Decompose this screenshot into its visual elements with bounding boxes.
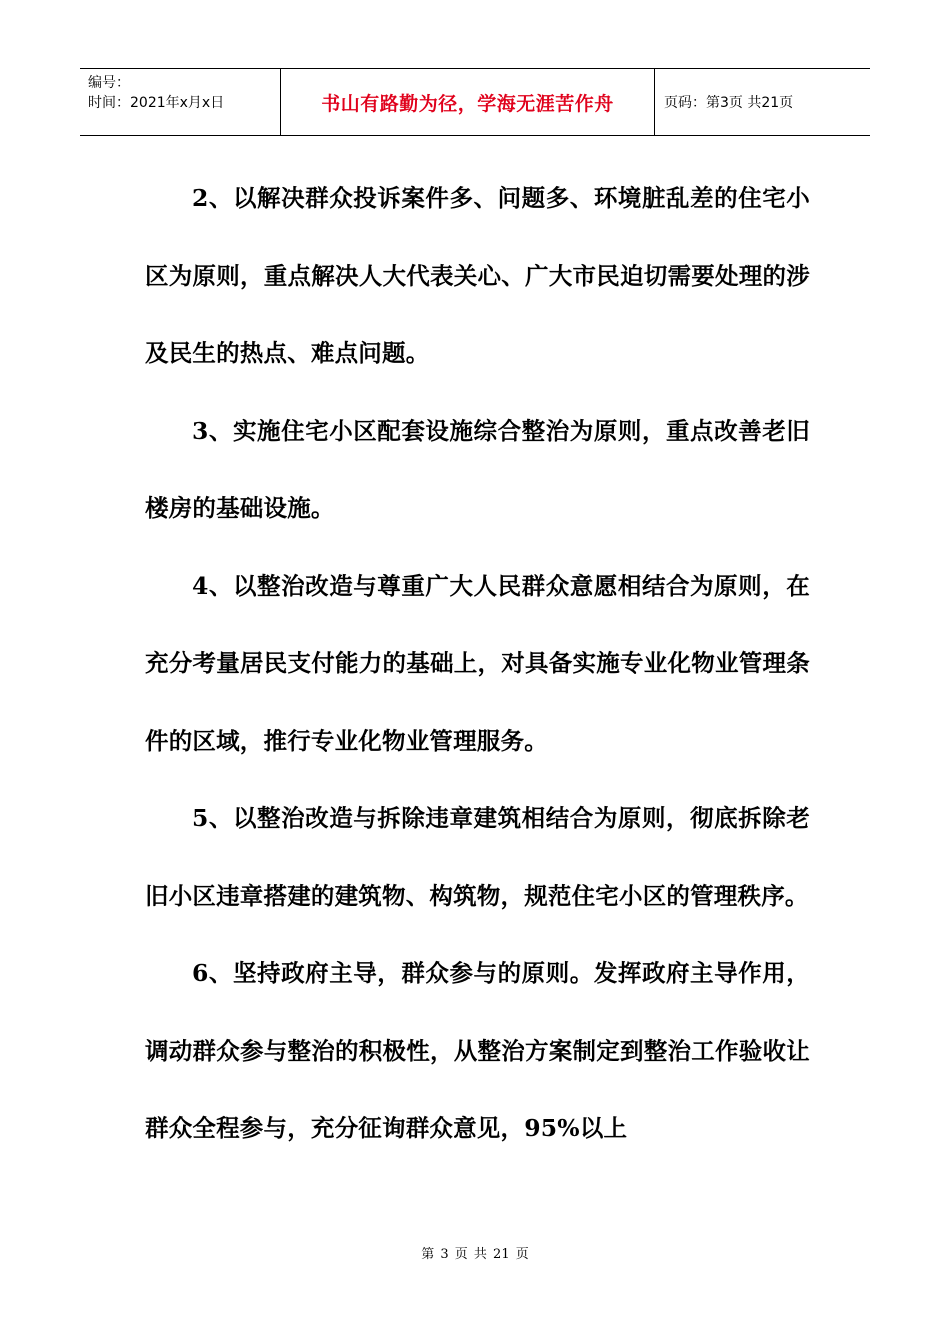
document-date: 时间：2021年x月x日	[88, 95, 225, 111]
paragraph-3: 3、实施住宅小区配套设施综合整治为原则，重点改善老旧楼房的基础设施。	[145, 416, 810, 522]
document-number-label: 编号：	[88, 75, 130, 91]
paragraph-6: 6、坚持政府主导，群众参与的原则。发挥政府主导作用，调动群众参与整治的积极性，从整治方案制定到整治工作验收让群众全程参与，充分征询群众意见，95%以上	[145, 959, 810, 1142]
page-header	[80, 68, 870, 136]
header-divider	[654, 69, 655, 136]
header-motto: 书山有路勤为径，学海无涯苦作舟	[321, 93, 614, 115]
paragraph-2: 2、以解决群众投诉案件多、问题多、环境脏乱差的住宅小区为原则，重点解决人大代表关心、广大市民迫切需要处理的涉及民生的热点、难点问题。	[145, 184, 810, 367]
header-page-info: 页码：第3页 共21页	[664, 95, 794, 111]
header-meta	[88, 73, 288, 113]
paragraph-5: 5、以整治改造与拆除违章建筑相结合为原则，彻底拆除老旧小区违章搭建的建筑物、构筑物，规范住宅小区的管理秩序。	[145, 804, 810, 910]
document-body	[145, 160, 810, 1168]
paragraph-4: 4、以整治改造与尊重广大人民群众意愿相结合为原则，在充分考量居民支付能力的基础上，对具备实施专业化物业管理条件的区域，推行专业化物业管理服务。	[145, 571, 810, 755]
page-footer: 第 3 页 共 21 页	[421, 1247, 529, 1262]
